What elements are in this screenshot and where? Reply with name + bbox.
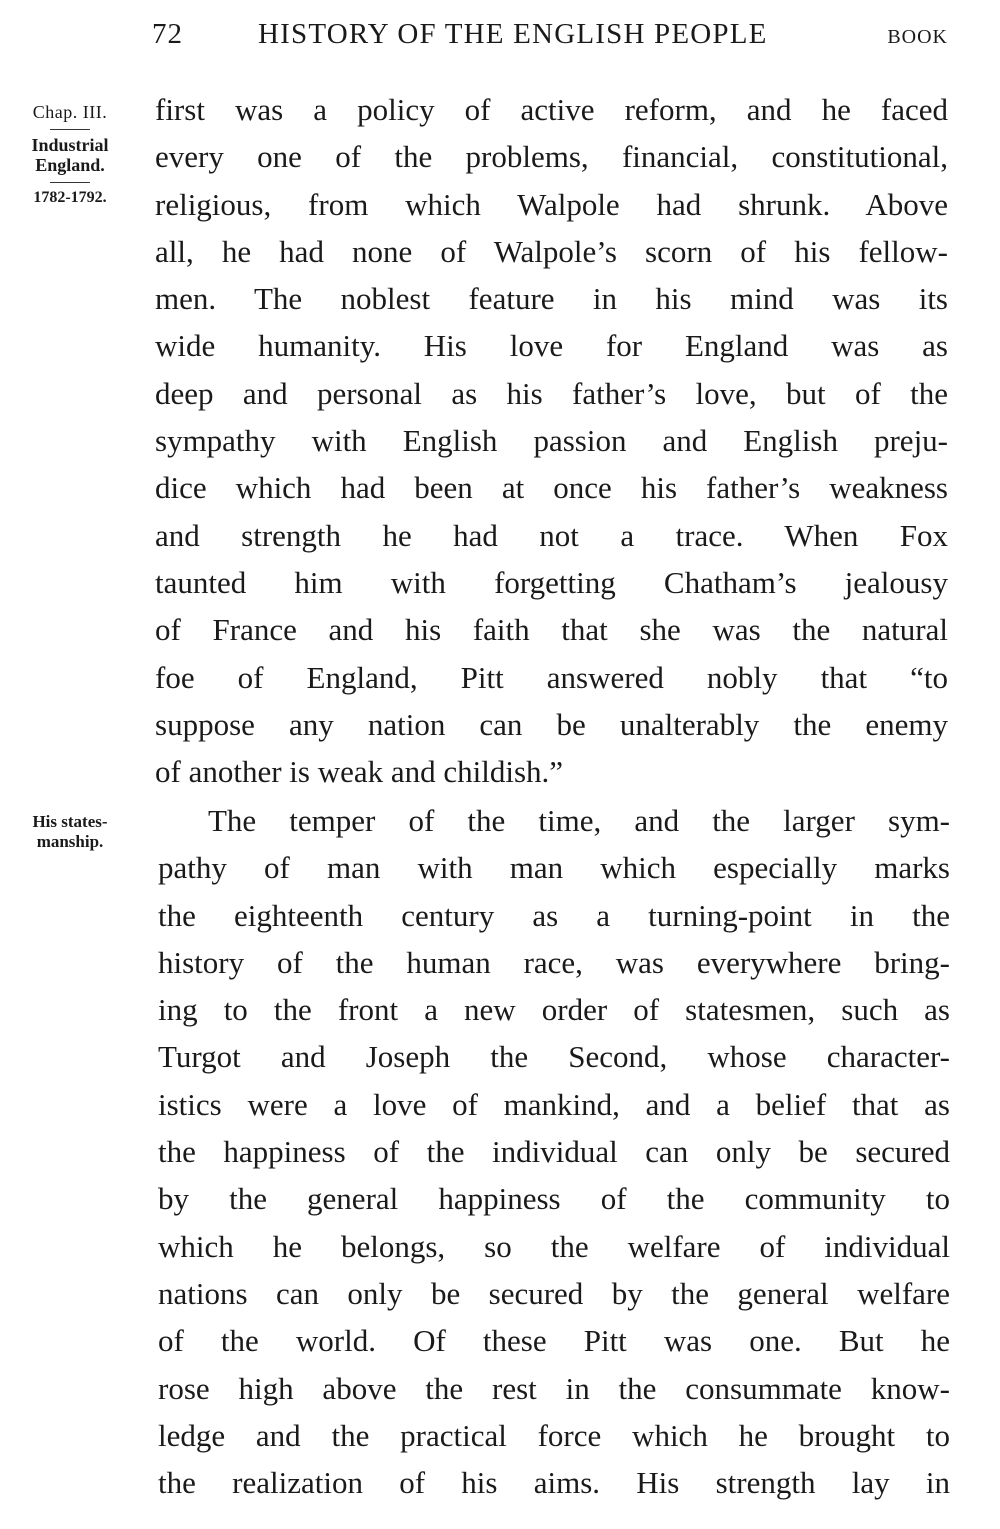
text-line: wide humanity. His love for England was as [155, 328, 948, 364]
text-line: and strength he had not a trace. When Fox [155, 517, 948, 553]
text-line: by the general happiness of the community to [158, 1181, 950, 1217]
text-line: every one of the problems, financial, constitutional, [155, 139, 948, 175]
text-line: all, he had none of Walpole’s scorn of his fellow- [155, 233, 948, 269]
text-line: religious, from which Walpole had shrunk. Above [155, 186, 948, 222]
text-line: of another is weak and childish.” [155, 754, 564, 790]
text-line: Turgot and Joseph the Second, whose character- [158, 1039, 950, 1075]
running-title: HISTORY OF THE ENGLISH PEOPLE [258, 18, 768, 50]
chapter-label: Chap. III. [32, 102, 108, 122]
margin-rule [50, 129, 90, 130]
margin-note-chapter [6, 102, 134, 208]
topic-line-2: England. [35, 155, 105, 175]
text-line: deep and personal as his father’s love, but of the [155, 375, 948, 411]
note2-line-1: His states- [32, 812, 108, 831]
text-line: dice which had been at once his father’s weakness [155, 470, 948, 506]
date-range: 1782-1792. [33, 189, 107, 206]
text-line: The temper of the time, and the larger sym- [208, 803, 950, 838]
text-line: istics were a love of mankind, and a belief that as [158, 1086, 950, 1122]
margin-note-statesmanship [6, 812, 134, 852]
text-line: ing to the front a new order of statesmen, such as [158, 992, 950, 1028]
paragraph-2 [158, 797, 950, 1506]
paragraph-1 [155, 86, 948, 795]
note2-line-2: manship. [36, 832, 104, 851]
book-label: BOOK [887, 26, 948, 48]
text-line: of the world. Of these Pitt was one. But he [158, 1323, 950, 1359]
text-line: history of the human race, was everywhere bring- [158, 944, 950, 980]
text-line: sympathy with English passion and English preju- [155, 423, 948, 459]
text-line: the happiness of the individual can only be secured [158, 1134, 950, 1170]
text-line: the eighteenth century as a turning-point in the [158, 897, 950, 933]
text-line: of France and his faith that she was the natural [155, 612, 948, 648]
text-line: which he belongs, so the welfare of individual [158, 1228, 950, 1264]
text-line: rose high above the rest in the consummate know- [158, 1370, 950, 1406]
text-line: suppose any nation can be unalterably the enemy [155, 706, 948, 742]
text-line: the realization of his aims. His strength lay in [158, 1465, 950, 1501]
text-line: first was a policy of active reform, and he faced [155, 92, 948, 127]
page-number: 72 [152, 18, 183, 50]
topic-line-1: Industrial [31, 135, 109, 155]
text-line: nations can only be secured by the general welfare [158, 1275, 950, 1311]
margin-rule [50, 182, 90, 183]
page-header [152, 18, 948, 58]
text-line: pathy of man with man which especially marks [158, 850, 950, 886]
text-line: men. The noblest feature in his mind was its [155, 281, 948, 317]
text-line: ledge and the practical force which he brought to [158, 1417, 950, 1453]
text-line: foe of England, Pitt answered nobly that “to [155, 659, 948, 695]
text-line: taunted him with forgetting Chatham’s jealousy [155, 564, 948, 600]
